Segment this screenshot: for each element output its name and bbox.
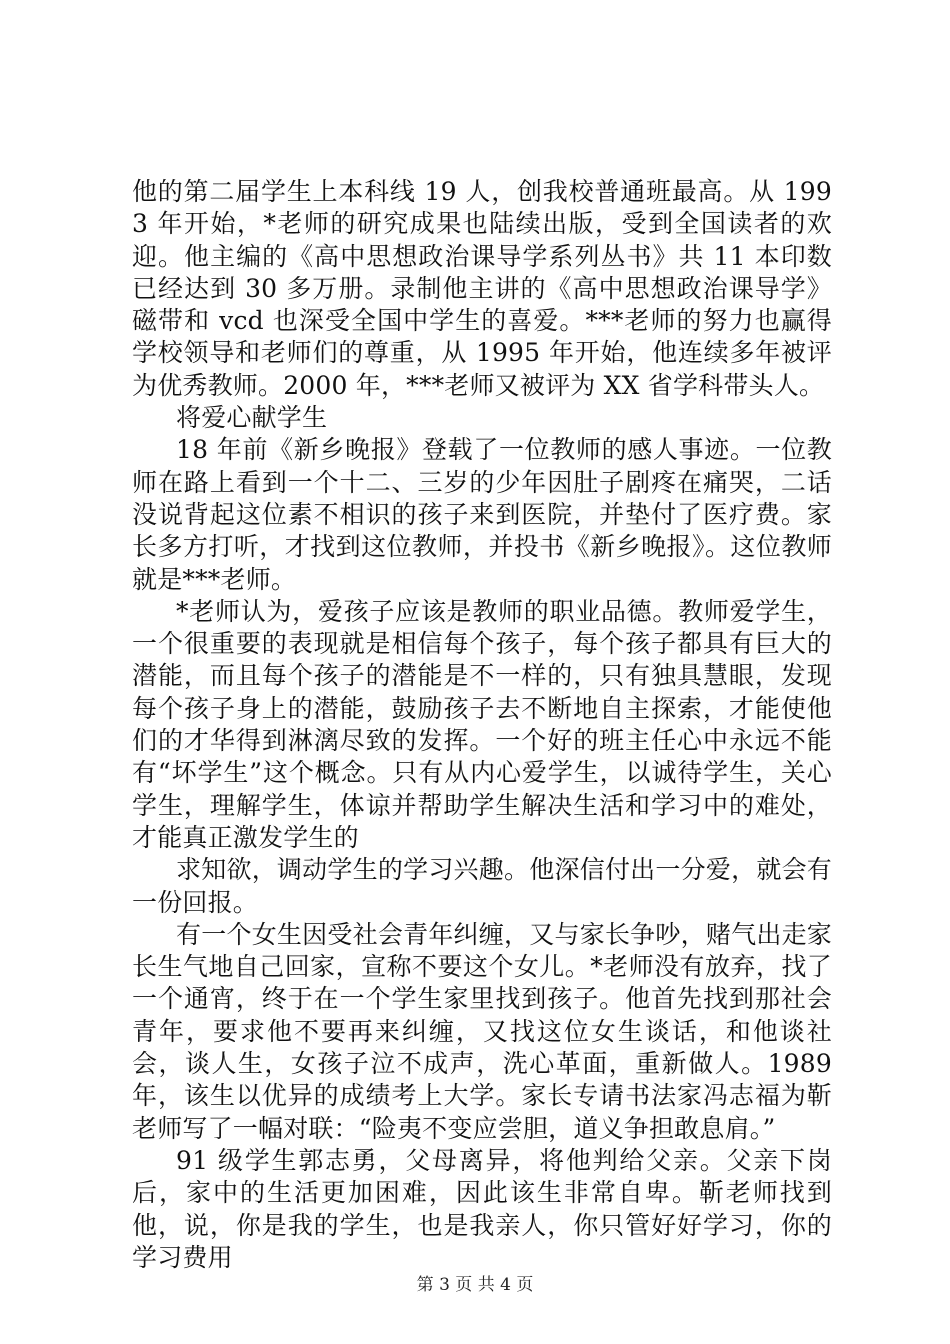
paragraph: 91 级学生郭志勇，父母离异，将他判给父亲。父亲下岗后，家中的生活更加困难，因此该生非常自卑。靳老师找到他，说，你是我的学生，也是我亲人，你只管好好学习，你的学习费用 [132,1145,832,1272]
paragraph: 求知欲，调动学生的学习兴趣。他深信付出一分爱，就会有一份回报。 [132,855,832,917]
paragraph: 他的第二届学生上本科线 19 人，创我校普通班最高。从 1993 年开始，*老师的研究成果也陆续出版，受到全国读者的欢迎。他主编的《高中思想政治课导学系列丛书》共 11 本印数已经达到 30 多万册。录制他主讲的《高中思想政治课导学》磁带和 vcd 也深受全国中学生的喜爱。***老师的努力也赢得学校领导和老师们的尊重，从 1995 年开始，他连续多年被评为优秀教师。2000 年，***老师又被评为 XX 省学科带头人。 [132,177,832,400]
page-footer: 第 3 页 共 4 页 [416,1275,534,1295]
document-body [132,176,832,1274]
paragraph: 18 年前《新乡晚报》登载了一位教师的感人事迹。一位教师在路上看到一个十二、三岁的少年因肚子剧疼在痛哭，二话没说背起这位素不相识的孩子来到医院，并垫付了医疗费。家长多方打听，才找到这位教师，并投书《新乡晚报》。这位教师就是***老师。 [132,435,832,594]
paragraph: 有一个女生因受社会青年纠缠，又与家长争吵，赌气出走家长生气地自己回家，宣称不要这个女儿。*老师没有放弃，找了一个通宵，终于在一个学生家里找到孩子。他首先找到那社会青年，要求他不要再来纠缠，又找这位女生谈话，和他谈社会，谈人生，女孩子泣不成声，洗心革面，重新做人。1989 年，该生以优异的成绩考上大学。家长专请书法家冯志福为靳老师写了一幅对联：“险夷不变应尝胆，道义争担敢息肩。” [132,919,832,1143]
paragraph: *老师认为，爱孩子应该是教师的职业品德。教师爱学生，一个很重要的表现就是相信每个孩子，每个孩子都具有巨大的潜能，而且每个孩子的潜能是不一样的，只有独具慧眼，发现每个孩子身上的潜能，鼓励孩子去不断地自主探索，才能使他们的才华得到淋漓尽致的发挥。一个好的班主任心中永远不能有“坏学生”这个概念。只有从内心爱学生，以诚待学生，关心学生，理解学生，体谅并帮助学生解决生活和学习中的难处，才能真正激发学生的 [132,596,832,852]
section-heading: 将爱心献学生 [176,403,328,433]
